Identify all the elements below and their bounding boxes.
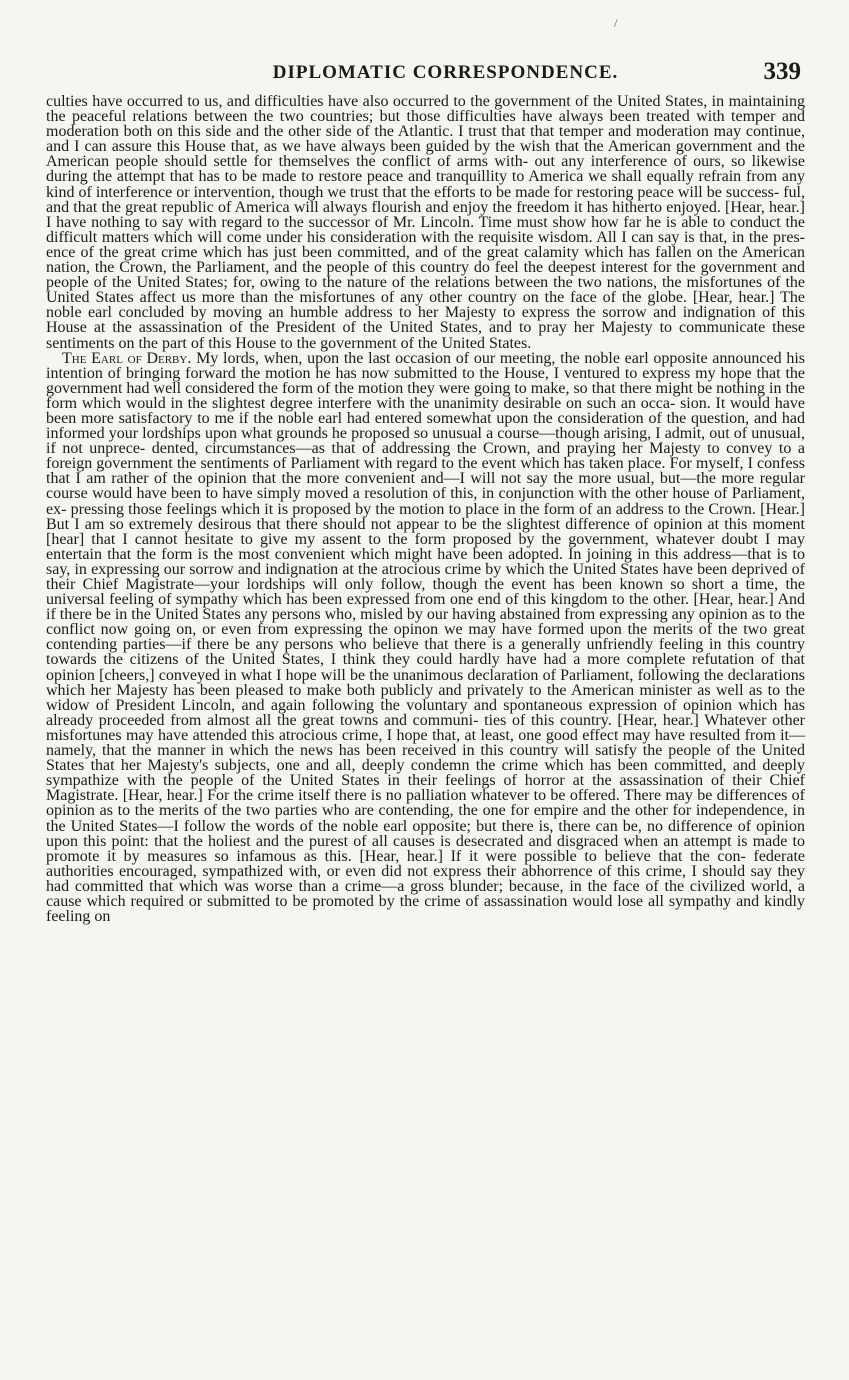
page-number: 339 [763, 58, 801, 85]
speaker-name: The Earl of Derby. [62, 349, 192, 367]
speech-text: My lords, when, upon the last occasion of our meeting, the noble earl opposite announced his intention of bringing forward the motion he has now submitted to the House, I ventured to express my hope that the government had well considered the form of the motion they were going to make, so that there might be nothing in the form which would in the slightest degree interfere with the unanimity desirable on such an occa- sion. It would have been more satisfactory to me if the noble earl had entered somewhat upon the consideration of the question, and had informed your lordships upon what grounds he proposed so unusual a course—though arising, I admit, out of unusual, if not unprece- dented, circumstances—as that of addressing the Crown, and praying her Majesty to convey to a foreign government the sentiments of Parliament with regard to the event which has taken place. For myself, I confess that I am rather of the opinion that the more convenient and—I will not say the more usual, but—the more regular course would have been to have simply moved a resolution of this, in conjunction with the other house of Parliament, ex- pressing those feelings which it is proposed by the motion to place in the form of an address to the Crown. [Hear.] But I am so extremely desirous that there should not appear to be the slightest difference of opinion at this moment [hear] that I cannot hesitate to give my assent to the form proposed by the government, whatever doubt I may entertain that the form is the most convenient which might have been adopted. In joining in this address—that is to say, in expressing our sorrow and indignation at the atrocious crime by which the United States have been deprived of their Chief Magistrate—your lordships will only follow, though the event has been known so short a time, the universal feeling of sympathy which has been expressed from one end of this kingdom to the other. [Hear, hear.] And if there be in the United States any persons who, misled by our having abstained from expressing any opinion as to the conflict now going on, or even from expressing the opinon we may have formed upon the merits of the two great contending parties—if there be any persons who believe that there is a generally unfriendly feeling in this country towards the citizens of the United States, I think they could hardly have had a more complete refutation of that opinion [cheers,] conveyed in what I hope will be the unanimous declaration of Parliament, following the declarations which her Majesty has been pleased to make both publicly and privately to the American minister as well as to the widow of President Lincoln, and again following the voluntary and spontaneous expression of opinion which has already proceeded from almost all the great towns and communi- ties of this country. [Hear, hear.] Whatever other misfortunes may have attended this atrocious crime, I hope that, at least, one good effect may have resulted from it— namely, that the manner in which the news has been received in this country will satisfy the people of the United States that her Majesty's subjects, one and all, deeply condemn the crime which has been committed, and deeply sympathize with the people of the United States in their feelings of horror at the assassination of their Chief Magistrate. [Hear, hear.] For the crime itself there is no palliation whatever to be offered. There may be differences of opinion as to the merits of the two parties who are contending, the one for empire and the other for independence, in the United States—I follow the words of the noble earl opposite; but there is, there can be, no difference of opinion upon this point: that the holiest and the purest of all causes is desecrated and disgraced when an attempt is made to promote it by measures so infamous as this. [Hear, hear.] If it were possible to believe that the con- federate authorities encouraged, sympathized with, or even did not express their abhorrence of this crime, I should say they had committed that which was worse than a crime—a gross blunder; because, in the face of the civilized world, a cause which required or submitted to be promoted by the crime of assassination would lose all sympathy and kindly feeling on [46, 349, 806, 926]
paragraph-earl-of-derby [46, 351, 805, 925]
running-head [46, 16, 805, 92]
page-title: DIPLOMATIC CORRESPONDENCE. [272, 62, 619, 83]
margin-mark: / [614, 16, 618, 30]
body-text [46, 94, 805, 924]
paragraph-continuation: culties have occurred to us, and difficulties have also occurred to the government of the United States, in maintaining the peaceful relations between the two countries; but those difficulties have always been treated with temper and moderation both on this side and the other side of the Atlantic. I trust that that temper and moderation may continue, and I can assure this House that, as we have always been guided by the wish that the American government and the American people should settle for themselves the conflict of arms with- out any interference of ours, so likewise during the attempt that has to be made to restore peace and tranquillity to America we shall equally refrain from any kind of interference or intervention, though we trust that the efforts to be made for restoring peace will be success- ful, and that the great republic of America will always flourish and enjoy the freedom it has hitherto enjoyed. [Hear, hear.] I have nothing to say with regard to the successor of Mr. Lincoln. Time must show how far he is able to conduct the difficult matters which will come under his consideration with the requisite wisdom. All I can say is that, in the pres- ence of the great crime which has just been committed, and of the great calamity which has fallen on the American nation, the Crown, the Parliament, and the people of this country do feel the deepest interest for the government and people of the United States; for, owing to the nature of the relations between the two nations, the misfortunes of the United States affect us more than the misfortunes of any other country on the face of the globe. [Hear, hear.] The noble earl concluded by moving an humble address to her Majesty to express the sorrow and indignation of this House at the assassination of the President of the United States, and to pray her Majesty to communicate these sentiments on the part of this House to the government of the United States. [46, 93, 805, 352]
